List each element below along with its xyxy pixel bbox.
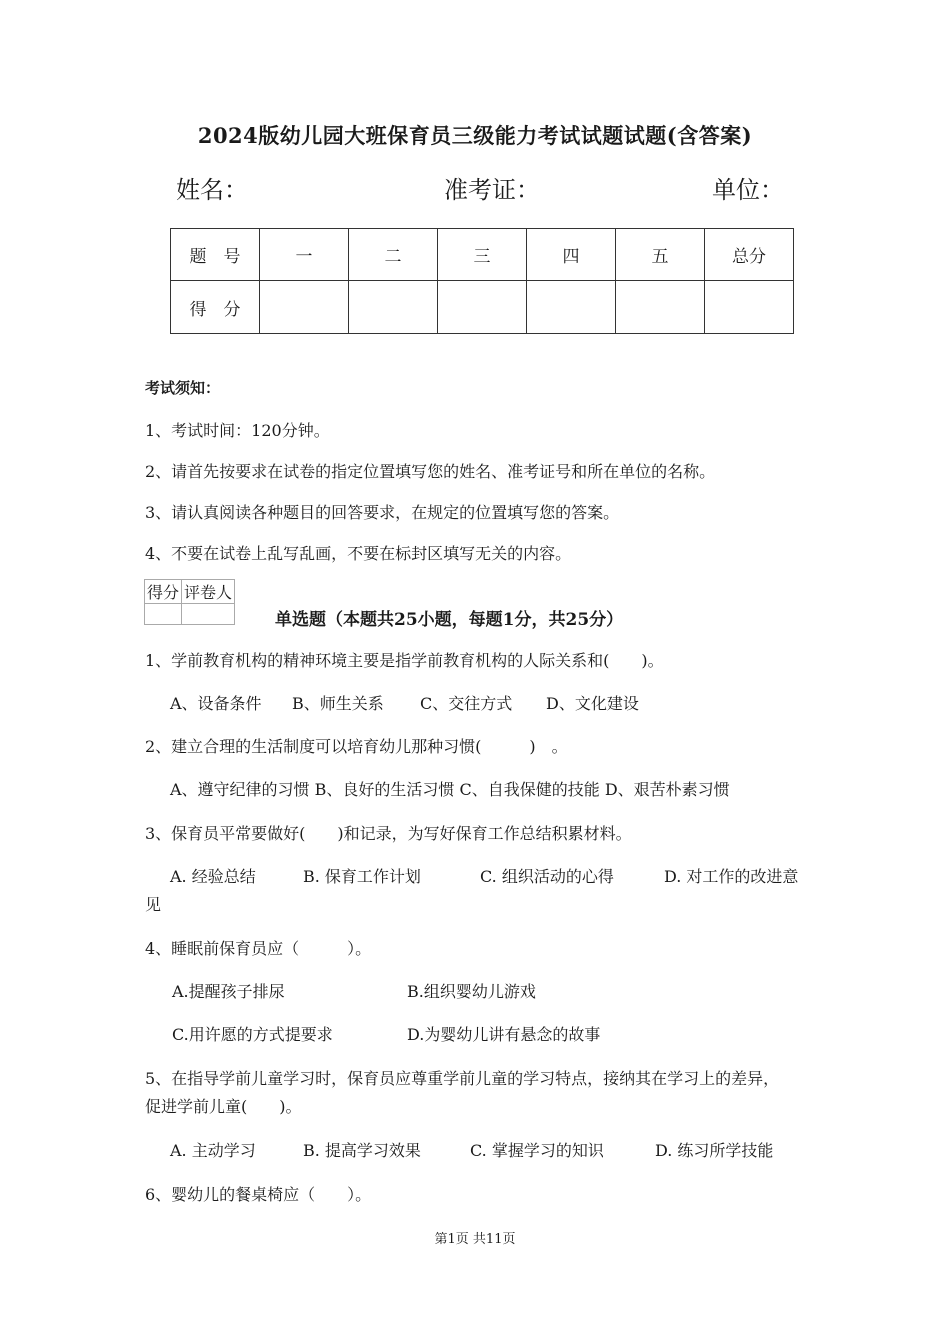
unit-field-label: 单位： — [712, 176, 784, 204]
score-table-cell: 题 号 — [171, 229, 260, 281]
option-d: D.为婴幼儿讲有悬念的故事 — [407, 1025, 601, 1044]
notice-item: 2、请首先按要求在试卷的指定位置填写您的姓名、准考证号和所在单位的名称。 — [145, 462, 716, 481]
section-title: 单选题（本题共25小题，每题1分，共25分） — [275, 610, 624, 630]
score-table-score-row — [171, 281, 794, 334]
question-stem: 3、保育员平常要做好( )和记录，为写好保育工作总结积累材料。 — [145, 824, 632, 843]
score-table-cell: 一 — [260, 229, 349, 281]
options-line: A、遵守纪律的习惯 B、良好的生活习惯 C、自我保健的技能 D、艰苦朴素习惯 — [170, 780, 730, 799]
option-a: A. 主动学习 — [170, 1141, 256, 1160]
score-input-cell[interactable] — [705, 281, 794, 334]
score-table-header-row — [171, 229, 794, 281]
option-c: C、交往方式 — [420, 694, 513, 713]
score-input-cell[interactable] — [438, 281, 527, 334]
grader-box — [144, 579, 235, 625]
score-table-cell: 四 — [527, 229, 616, 281]
score-table-cell: 三 — [438, 229, 527, 281]
score-table-cell: 总分 — [705, 229, 794, 281]
score-table — [170, 228, 794, 334]
option-b: B、师生关系 — [292, 694, 384, 713]
option-b: B. 保育工作计划 — [303, 867, 421, 886]
notice-heading: 考试须知： — [145, 379, 221, 397]
option-a: A. 经验总结 — [170, 867, 256, 886]
question-stem: 5、在指导学前儿童学习时，保育员应尊重学前儿童的学习特点，接纳其在学习上的差异， — [145, 1069, 780, 1088]
score-input-cell[interactable] — [260, 281, 349, 334]
score-input-cell[interactable] — [616, 281, 705, 334]
question-stem-continued: 促进学前儿童( )。 — [145, 1097, 302, 1116]
option-d: D、文化建设 — [546, 694, 639, 713]
name-field-label: 姓名： — [176, 176, 248, 204]
question-stem: 2、建立合理的生活制度可以培育幼儿那种习惯( ) 。 — [145, 737, 568, 756]
grader-score-cell[interactable] — [145, 604, 182, 625]
page-footer: 第1页 共11页 — [434, 1232, 516, 1247]
score-input-cell[interactable] — [349, 281, 438, 334]
question-stem: 6、婴幼儿的餐桌椅应（ ）。 — [145, 1185, 372, 1204]
score-table-cell: 五 — [616, 229, 705, 281]
option-c: C. 掌握学习的知识 — [470, 1141, 604, 1160]
notice-item: 4、不要在试卷上乱写乱画，不要在标封区填写无关的内容。 — [145, 544, 572, 563]
notice-item: 1、考试时间：120分钟。 — [145, 421, 330, 440]
score-table-cell: 二 — [349, 229, 438, 281]
option-c: C.用许愿的方式提要求 — [172, 1025, 333, 1044]
option-d-wrap: 见 — [145, 895, 162, 914]
exam-number-field-label: 准考证： — [444, 176, 540, 204]
option-b: B.组织婴幼儿游戏 — [407, 982, 536, 1001]
option-d: D. 练习所学技能 — [655, 1141, 774, 1160]
page-title: 2024版幼儿园大班保育员三级能力考试试题试题(含答案) — [197, 123, 753, 148]
grader-reviewer-cell[interactable] — [182, 604, 235, 625]
option-a: A.提醒孩子排尿 — [172, 982, 285, 1001]
option-a: A、设备条件 — [170, 694, 262, 713]
grader-score-label: 得分 — [145, 580, 182, 604]
option-b: B. 提高学习效果 — [303, 1141, 421, 1160]
grader-reviewer-label: 评卷人 — [182, 580, 235, 604]
score-table-cell: 得 分 — [171, 281, 260, 334]
question-stem: 4、睡眠前保育员应（ ）。 — [145, 939, 372, 958]
question-stem: 1、学前教育机构的精神环境主要是指学前教育机构的人际关系和( )。 — [145, 651, 664, 670]
notice-item: 3、请认真阅读各种题目的回答要求，在规定的位置填写您的答案。 — [145, 503, 620, 522]
option-c: C. 组织活动的心得 — [480, 867, 614, 886]
score-input-cell[interactable] — [527, 281, 616, 334]
option-d: D. 对工作的改进意 — [664, 867, 799, 886]
